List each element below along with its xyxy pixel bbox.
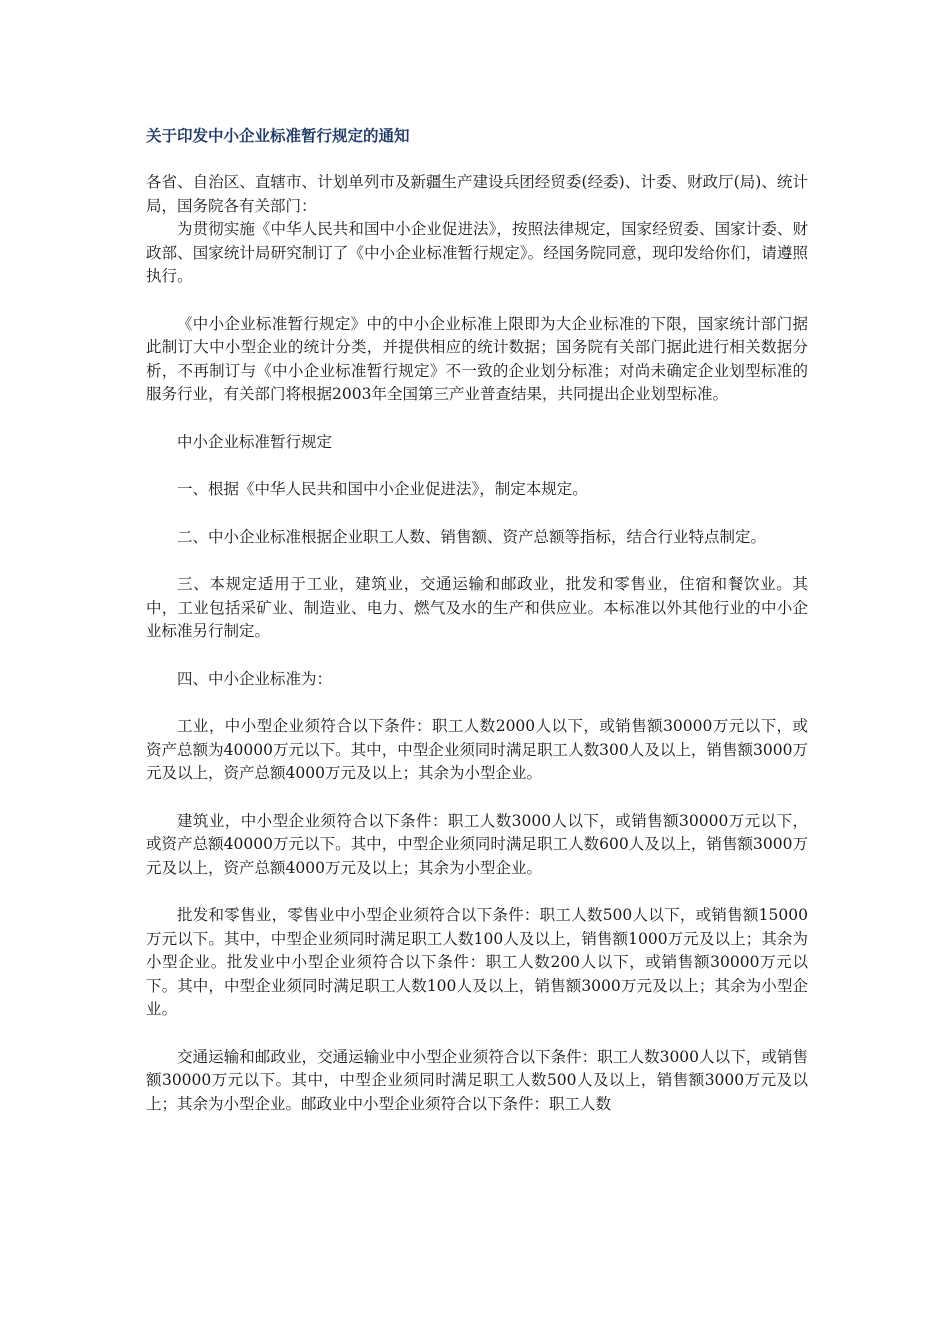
- document-page: [146, 124, 808, 1140]
- paragraph-intro: 为贯彻实施《中华人民共和国中小企业促进法》，按照法律规定，国家经贸委、国家计委、财政部、国家统计局研究制订了《中小企业标准暂行规定》。经国务院同意，现印发给你们，请遵照执行。: [146, 220, 808, 285]
- standard-transport-postal: 交通运输和邮政业，交通运输业中小型企业须符合以下条件：职工人数3000人以下，或销售额30000万元以下。其中，中型企业须同时满足职工人数500人及以上，销售额3000万元及以上；其余为小型企业。邮政业中小型企业须符合以下条件：职工人数: [146, 1047, 808, 1113]
- article-1: 一、根据《中华人民共和国中小企业促进法》，制定本规定。: [177, 480, 588, 498]
- article-2: 二、中小企业标准根据企业职工人数、销售额、资产总额等指标，结合行业特点制定。: [177, 527, 767, 546]
- section-heading: 中小企业标准暂行规定: [177, 432, 333, 451]
- paragraph-explanation: 《中小企业标准暂行规定》中的中小企业标准上限即为大企业标准的下限，国家统计部门据此制订大中小型企业的统计分类，并提供相应的统计数据；国务院有关部门据此进行相关数据分析，不再制订与《中小企业标准暂行规定》不一致的企业划分标准；对尚未确定企业划型标准的服务行业，有关部门将根据2003年全国第三产业普查结果，共同提出企业划型标准。: [146, 314, 808, 403]
- document-title: 关于印发中小企业标准暂行规定的通知: [146, 127, 410, 145]
- salutation: 各省、自治区、直辖市、计划单列市及新疆生产建设兵团经贸委(经委)、计委、财政厅(局)、统计局，国务院各有关部门：: [146, 173, 808, 215]
- standard-wholesale-retail: 批发和零售业，零售业中小型企业须符合以下条件：职工人数500人以下，或销售额15000万元以下。其中，中型企业须同时满足职工人数100人及以上，销售额1000万元及以上；其余为小型企业。批发业中小型企业须符合以下条件：职工人数200人以下，或销售额30000万元以下。其中，中型企业须同时满足职工人数100人及以上，销售额3000万元及以上；其余为小型企业。: [146, 906, 808, 1018]
- standard-construction: 建筑业，中小型企业须符合以下条件：职工人数3000人以下，或销售额30000万元以下，或资产总额40000万元以下。其中，中型企业须同时满足职工人数600人及以上，销售额3000万元及以上，资产总额4000万元及以上；其余为小型企业。: [146, 811, 808, 877]
- article-3: 三、本规定适用于工业，建筑业，交通运输和邮政业，批发和零售业，住宿和餐饮业。其中，工业包括采矿业、制造业、电力、燃气及水的生产和供应业。本标准以外其他行业的中小企业标准另行制定。: [146, 575, 808, 640]
- article-4: 四、中小企业标准为：: [177, 669, 333, 688]
- standard-industry: 工业，中小型企业须符合以下条件：职工人数2000人以下，或销售额30000万元以下，或资产总额为40000万元以下。其中，中型企业须同时满足职工人数300人及以上，销售额3000万元及以上，资产总额4000万元及以上；其余为小型企业。: [146, 717, 808, 782]
